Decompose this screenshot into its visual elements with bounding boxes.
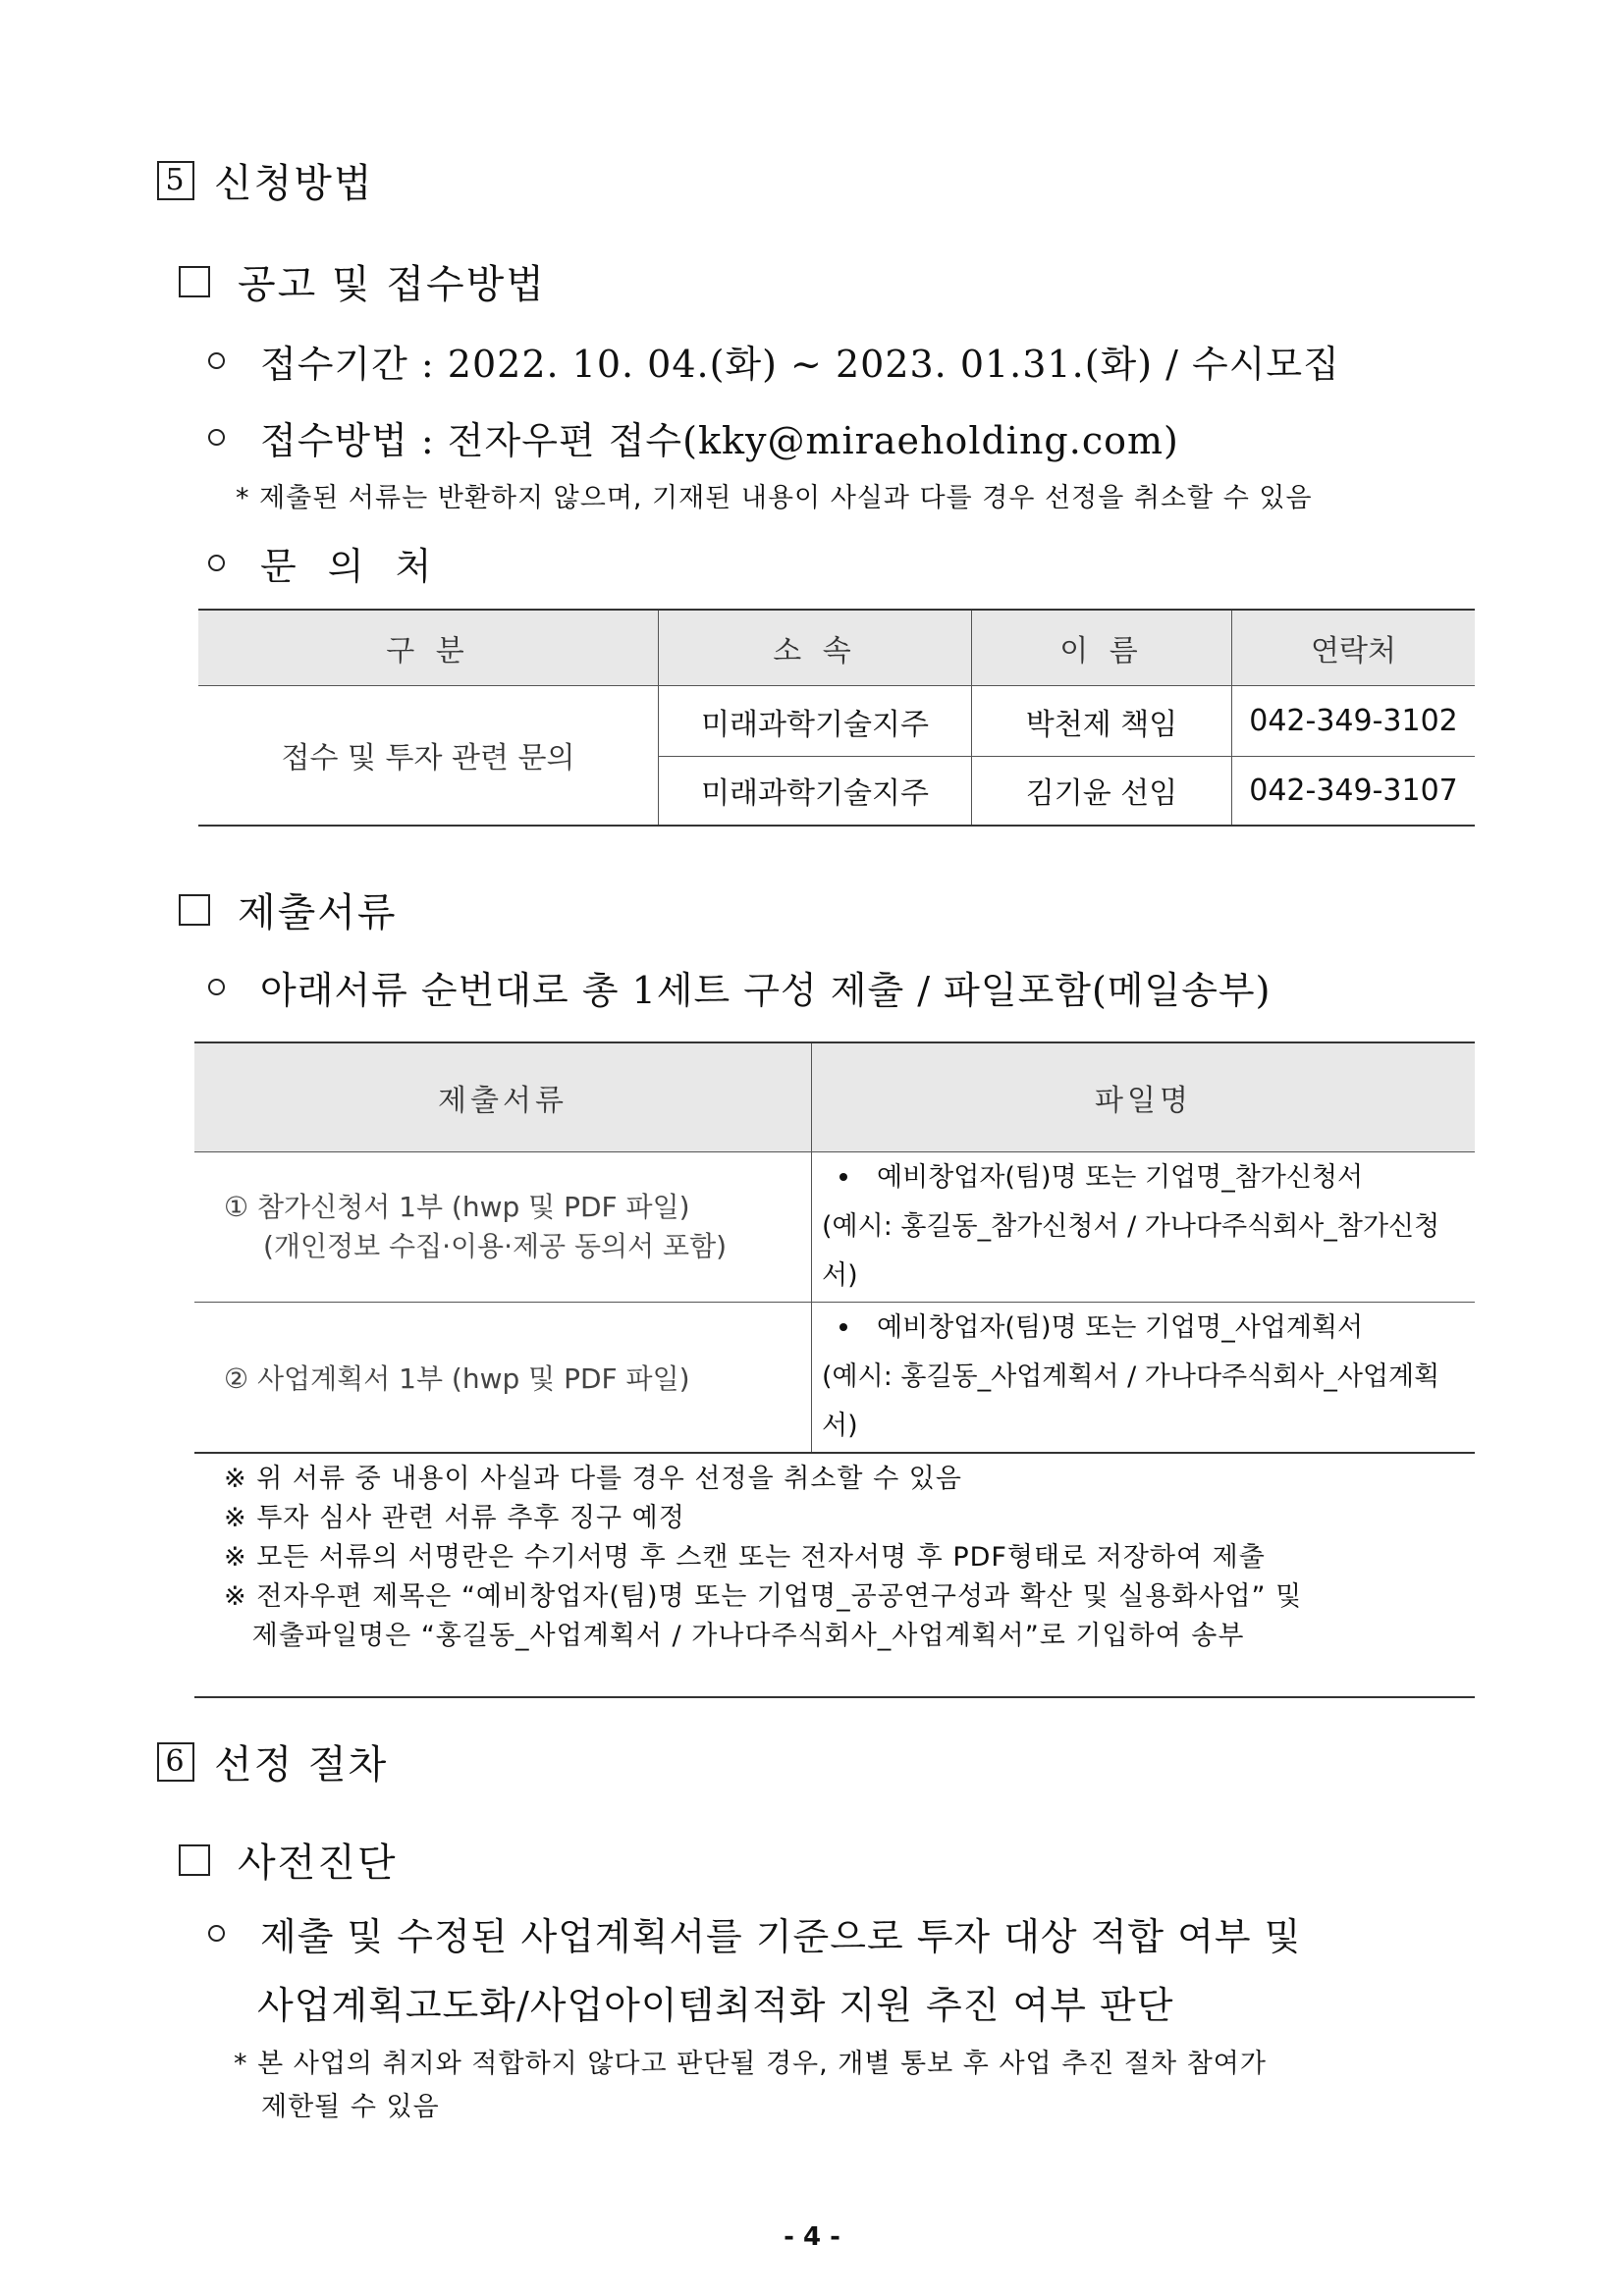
notice-title: 공고 및 접수방법 (238, 262, 546, 307)
warning-line: ※ 위 서류 중 내용이 사실과 다를 경우 선정을 취소할 수 있음 (224, 1464, 962, 1494)
org-cell: 미래과학기술지주 (659, 686, 972, 757)
document-cell (194, 1303, 812, 1454)
header-name: 이 름 (972, 610, 1232, 686)
filename-line: 예비창업자(팀)명 또는 기업명_참가신청서 (877, 1162, 1364, 1193)
prediag-title: 사전진단 (238, 1841, 398, 1886)
section-title: 선정 절차 (214, 1742, 389, 1788)
table-row (198, 686, 1475, 757)
divider (194, 1696, 1475, 1698)
prediag-note: * 본 사업의 취지와 적합하지 않다고 판단될 경우, 개별 통보 후 사업 추진 절차 참여가 (234, 2049, 1267, 2079)
name-cell: 김기윤 선임 (972, 757, 1232, 826)
circle-bullet-icon (208, 979, 225, 995)
checkbox-square-icon (179, 894, 210, 926)
table-row (194, 1303, 1475, 1454)
notice-heading (179, 253, 546, 309)
header-category: 구 분 (198, 610, 659, 686)
table-header-row (198, 610, 1475, 686)
prediag-note-2: 제한될 수 있음 (261, 2092, 440, 2122)
prediag-bullet-line (208, 1906, 1301, 1960)
circle-bullet-icon (208, 1925, 225, 1942)
notice-note: * 제출된 서류는 반환하지 않으며, 기재된 내용이 사실과 다를 경우 선정을 취소할 수 있음 (236, 483, 1313, 513)
prediag-heading (179, 1832, 398, 1888)
filename-example: (예시: 홍길동_참가신청서 / 가나다주식회사_참가신청서) (822, 1211, 1440, 1291)
section-title: 신청방법 (214, 161, 374, 206)
page-number: - 4 - (784, 2222, 840, 2252)
header-phone: 연락처 (1232, 610, 1476, 686)
documents-table (194, 1041, 1475, 1454)
category-cell: 접수 및 투자 관련 문의 (198, 686, 659, 826)
checkbox-square-icon (179, 266, 210, 297)
prediag-bullet-text: 제출 및 수정된 사업계획서를 기준으로 투자 대상 적합 여부 및 (260, 1915, 1302, 1958)
warning-line: ※ 투자 심사 관련 서류 추후 징구 예정 (224, 1503, 685, 1533)
phone-cell: 042-349-3102 (1232, 686, 1476, 757)
filename-cell (812, 1303, 1476, 1454)
documents-bullet-text: 아래서류 순번대로 총 1세트 구성 제출 / 파일포함(메일송부) (260, 969, 1272, 1012)
contact-table (198, 609, 1475, 827)
header-document: 제출서류 (194, 1042, 812, 1152)
circle-bullet-icon (208, 429, 225, 446)
filename-line: 예비창업자(팀)명 또는 기업명_사업계획서 (877, 1312, 1364, 1343)
period-text: 접수기간 : 2022. 10. 04.(화) ~ 2023. 01.31.(화) / 수시모집 (260, 343, 1340, 386)
header-filename: 파일명 (812, 1042, 1476, 1152)
table-row (194, 1152, 1475, 1303)
section-number-box: 6 (157, 1742, 194, 1782)
warnings-block (224, 1460, 1302, 1656)
bullet-dot-icon (839, 1173, 847, 1181)
document-line: ① 참가신청서 1부 (hwp 및 PDF 파일) (224, 1191, 690, 1223)
filename-cell (812, 1152, 1476, 1303)
documents-bullet-line (208, 960, 1271, 1014)
method-line (208, 410, 1179, 464)
period-line (208, 334, 1340, 388)
phone-cell: 042-349-3107 (1232, 757, 1476, 826)
document-line: ② 사업계획서 1부 (hwp 및 PDF 파일) (224, 1362, 690, 1395)
section-5-heading (157, 152, 374, 208)
document-line: (개인정보 수집·이용·제공 동의서 포함) (263, 1230, 728, 1262)
warning-line: ※ 모든 서류의 서명란은 수기서명 후 스캔 또는 전자서명 후 PDF형태로 저장하여 제출 (224, 1542, 1266, 1573)
warning-line: ※ 전자우편 제목은 “예비창업자(팀)명 또는 기업명_공공연구성과 확산 및 실용화사업” 및 (224, 1581, 1303, 1612)
checkbox-square-icon (179, 1844, 210, 1876)
method-text: 접수방법 : 전자우편 접수(kky@miraeholding.com) (260, 419, 1179, 462)
prediag-bullet-line-2: 사업계획고도화/사업아이템최적화 지원 추진 여부 판단 (257, 1984, 1174, 2027)
documents-heading (179, 881, 398, 937)
name-cell: 박천제 책임 (972, 686, 1232, 757)
filename-example: (예시: 홍길동_사업계획서 / 가나다주식회사_사업계획서) (822, 1362, 1440, 1441)
section-number-box: 5 (157, 161, 194, 200)
contact-line (208, 536, 441, 590)
bullet-dot-icon (839, 1323, 847, 1331)
circle-bullet-icon (208, 352, 225, 369)
warning-line: 제출파일명은 “홍길동_사업계획서 / 가나다주식회사_사업계획서”로 기입하여 송부 (224, 1621, 1245, 1651)
circle-bullet-icon (208, 555, 225, 571)
documents-title: 제출서류 (238, 890, 398, 935)
section-6-heading (157, 1734, 388, 1789)
org-cell: 미래과학기술지주 (659, 757, 972, 826)
header-org: 소 속 (659, 610, 972, 686)
document-cell (194, 1152, 812, 1303)
table-header-row (194, 1042, 1475, 1152)
contact-label: 문 의 처 (260, 545, 442, 588)
